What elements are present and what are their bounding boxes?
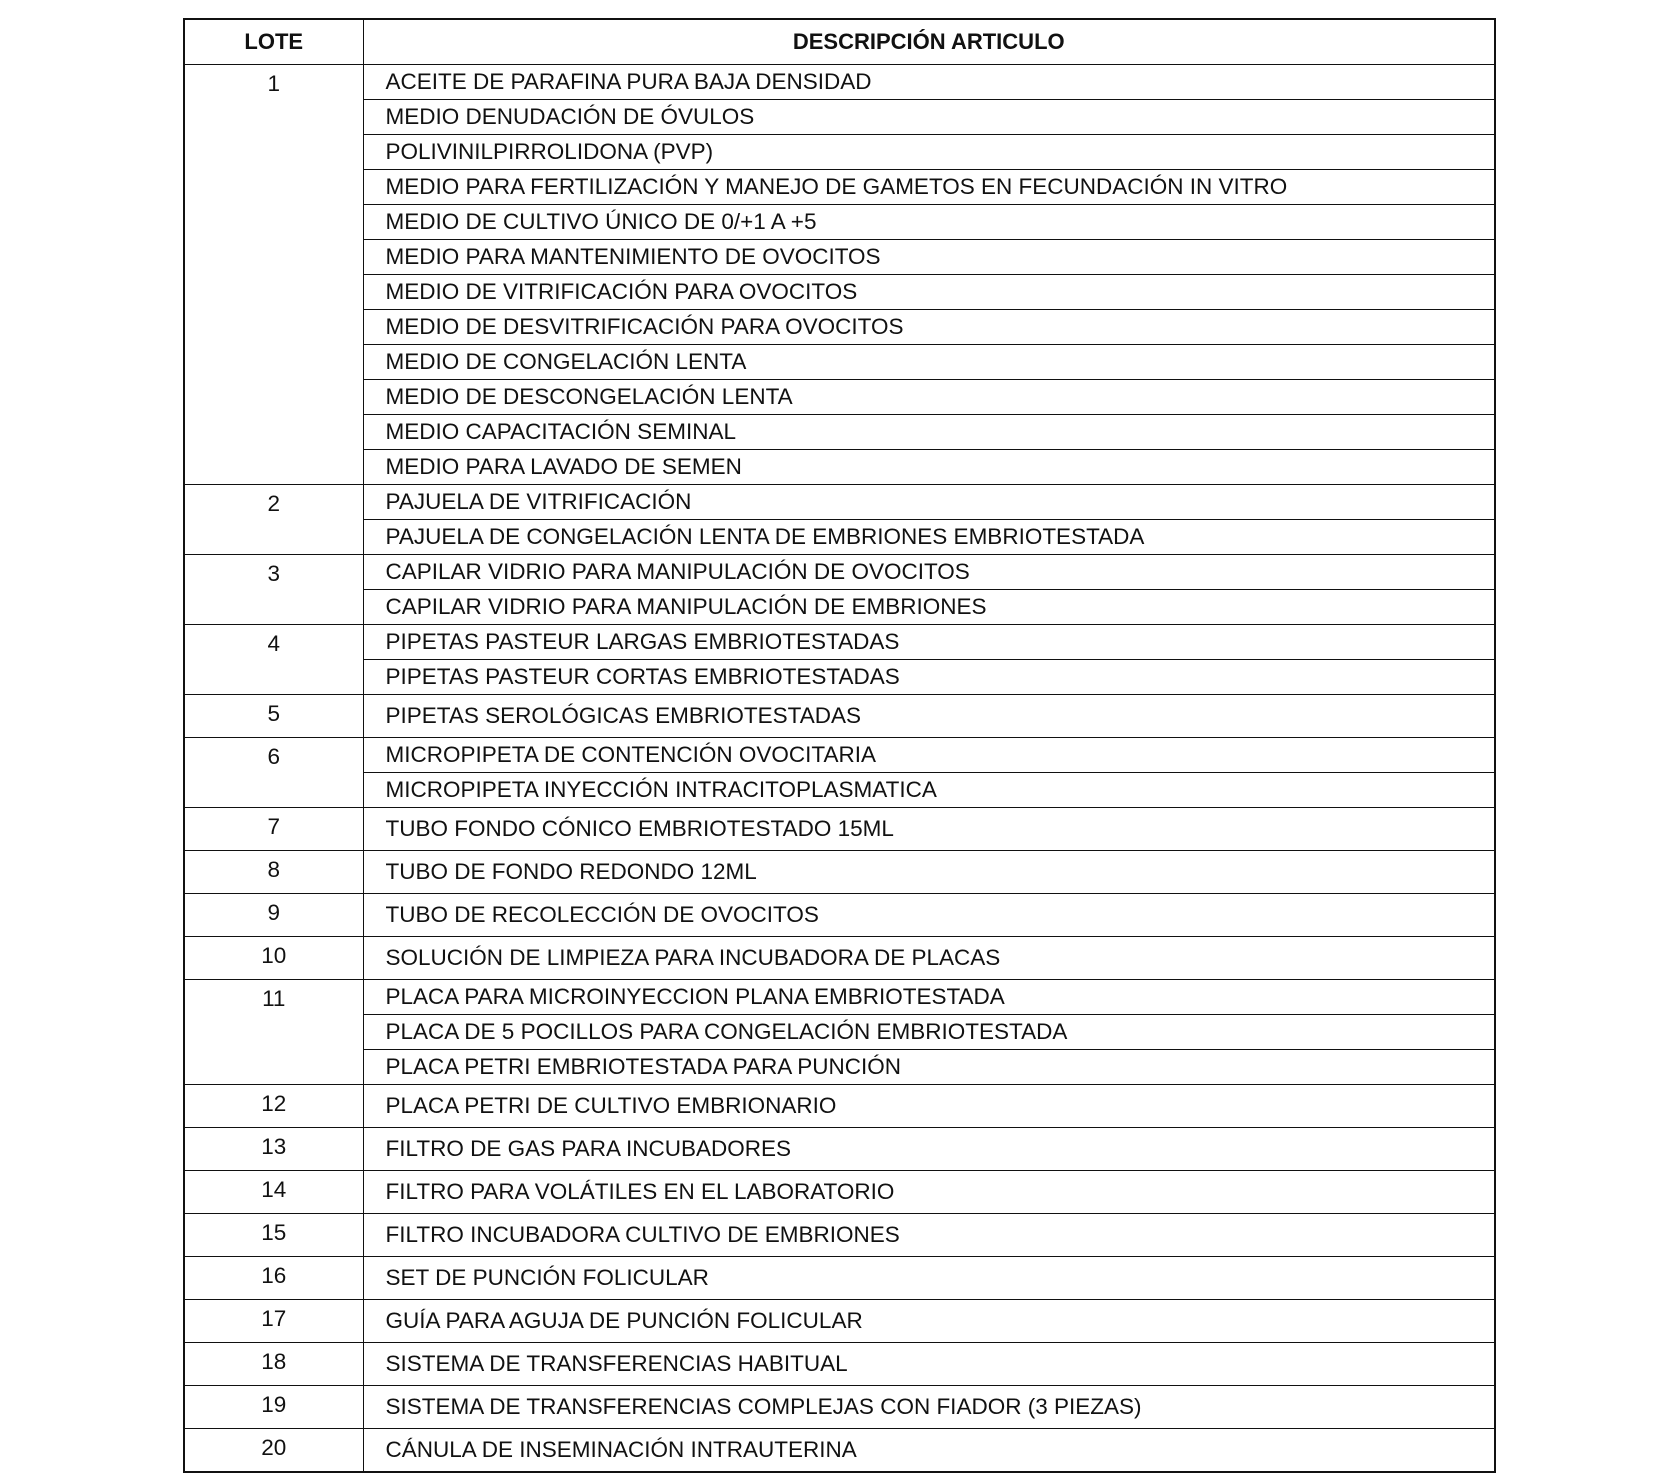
item-description-cell: CAPILAR VIDRIO PARA MANIPULACIÓN DE EMBRIONES (363, 590, 1495, 625)
table-row (184, 1050, 1495, 1085)
item-description-cell: GUÍA PARA AGUJA DE PUNCIÓN FOLICULAR (363, 1300, 1495, 1343)
table-row (184, 1343, 1495, 1386)
lote-number-cell: 5 (184, 695, 363, 738)
lote-number-cell: 6 (184, 738, 363, 808)
table-row (184, 1214, 1495, 1257)
lote-number-cell: 7 (184, 808, 363, 851)
item-description-cell: POLIVINILPIRROLIDONA (PVP) (363, 135, 1495, 170)
descripcion-column-header: DESCRIPCIÓN ARTICULO (363, 19, 1495, 65)
lote-number-cell: 16 (184, 1257, 363, 1300)
table-row (184, 205, 1495, 240)
lote-number-cell: 3 (184, 555, 363, 625)
table-row (184, 1257, 1495, 1300)
item-description-cell: MEDIO CAPACITACIÓN SEMINAL (363, 415, 1495, 450)
table-row (184, 555, 1495, 590)
table-row (184, 695, 1495, 738)
item-description-cell: PLACA DE 5 POCILLOS PARA CONGELACIÓN EMBRIOTESTADA (363, 1015, 1495, 1050)
lote-number-cell: 19 (184, 1386, 363, 1429)
table-row (184, 240, 1495, 275)
item-description-cell: MICROPIPETA DE CONTENCIÓN OVOCITARIA (363, 738, 1495, 773)
item-description-cell: SISTEMA DE TRANSFERENCIAS HABITUAL (363, 1343, 1495, 1386)
table-row (184, 1085, 1495, 1128)
item-description-cell: PLACA PARA MICROINYECCION PLANA EMBRIOTESTADA (363, 980, 1495, 1015)
item-description-cell: MEDIO PARA MANTENIMIENTO DE OVOCITOS (363, 240, 1495, 275)
table-row (184, 590, 1495, 625)
table-row (184, 1300, 1495, 1343)
item-description-cell: FILTRO DE GAS PARA INCUBADORES (363, 1128, 1495, 1171)
item-description-cell: PAJUELA DE VITRIFICACIÓN (363, 485, 1495, 520)
lote-number-cell: 14 (184, 1171, 363, 1214)
lote-number-cell: 11 (184, 980, 363, 1085)
item-description-cell: FILTRO INCUBADORA CULTIVO DE EMBRIONES (363, 1214, 1495, 1257)
table-row (184, 380, 1495, 415)
item-description-cell: MEDIO DE DESCONGELACIÓN LENTA (363, 380, 1495, 415)
table-row (184, 980, 1495, 1015)
item-description-cell: MEDIO DENUDACIÓN DE ÓVULOS (363, 100, 1495, 135)
item-description-cell: ACEITE DE PARAFINA PURA BAJA DENSIDAD (363, 65, 1495, 100)
lote-number-cell: 17 (184, 1300, 363, 1343)
lote-number-cell: 2 (184, 485, 363, 555)
lote-table (183, 18, 1496, 1473)
item-description-cell: TUBO DE RECOLECCIÓN DE OVOCITOS (363, 894, 1495, 937)
table-row (184, 100, 1495, 135)
table-row (184, 894, 1495, 937)
table-row (184, 1128, 1495, 1171)
item-description-cell: MEDIO PARA FERTILIZACIÓN Y MANEJO DE GAMETOS EN FECUNDACIÓN IN VITRO (363, 170, 1495, 205)
table-row (184, 170, 1495, 205)
lote-number-cell: 18 (184, 1343, 363, 1386)
lote-column-header: LOTE (184, 19, 363, 65)
item-description-cell: MEDIO PARA LAVADO DE SEMEN (363, 450, 1495, 485)
table-row (184, 65, 1495, 100)
table-row (184, 1015, 1495, 1050)
item-description-cell: MICROPIPETA INYECCIÓN INTRACITOPLASMATICA (363, 773, 1495, 808)
header-row (184, 19, 1495, 65)
table-row (184, 851, 1495, 894)
item-description-cell: MEDIO DE VITRIFICACIÓN PARA OVOCITOS (363, 275, 1495, 310)
table-row (184, 1171, 1495, 1214)
item-description-cell: PIPETAS SEROLÓGICAS EMBRIOTESTADAS (363, 695, 1495, 738)
table-row (184, 520, 1495, 555)
item-description-cell: SOLUCIÓN DE LIMPIEZA PARA INCUBADORA DE PLACAS (363, 937, 1495, 980)
table-row (184, 275, 1495, 310)
lote-number-cell: 8 (184, 851, 363, 894)
item-description-cell: SISTEMA DE TRANSFERENCIAS COMPLEJAS CON FIADOR (3 PIEZAS) (363, 1386, 1495, 1429)
item-description-cell: FILTRO PARA VOLÁTILES EN EL LABORATORIO (363, 1171, 1495, 1214)
lote-number-cell: 9 (184, 894, 363, 937)
table-row (184, 345, 1495, 380)
item-description-cell: PLACA PETRI EMBRIOTESTADA PARA PUNCIÓN (363, 1050, 1495, 1085)
table-row (184, 937, 1495, 980)
table-row (184, 1429, 1495, 1473)
table-row (184, 450, 1495, 485)
lote-number-cell: 4 (184, 625, 363, 695)
table-row (184, 1386, 1495, 1429)
table-row (184, 660, 1495, 695)
item-description-cell: MEDIO DE CULTIVO ÚNICO DE 0/+1 A +5 (363, 205, 1495, 240)
lote-number-cell: 13 (184, 1128, 363, 1171)
table-row (184, 773, 1495, 808)
lote-number-cell: 12 (184, 1085, 363, 1128)
item-description-cell: SET DE PUNCIÓN FOLICULAR (363, 1257, 1495, 1300)
item-description-cell: TUBO DE FONDO REDONDO 12ML (363, 851, 1495, 894)
table-row (184, 485, 1495, 520)
table-row (184, 738, 1495, 773)
item-description-cell: PLACA PETRI DE CULTIVO EMBRIONARIO (363, 1085, 1495, 1128)
item-description-cell: CAPILAR VIDRIO PARA MANIPULACIÓN DE OVOCITOS (363, 555, 1495, 590)
item-description-cell: TUBO FONDO CÓNICO EMBRIOTESTADO 15ML (363, 808, 1495, 851)
item-description-cell: PIPETAS PASTEUR CORTAS EMBRIOTESTADAS (363, 660, 1495, 695)
lote-number-cell: 10 (184, 937, 363, 980)
table-row (184, 808, 1495, 851)
table-row (184, 135, 1495, 170)
table-body (184, 65, 1495, 1473)
item-description-cell: PIPETAS PASTEUR LARGAS EMBRIOTESTADAS (363, 625, 1495, 660)
item-description-cell: CÁNULA DE INSEMINACIÓN INTRAUTERINA (363, 1429, 1495, 1473)
lote-number-cell: 1 (184, 65, 363, 485)
table-row (184, 415, 1495, 450)
item-description-cell: MEDIO DE CONGELACIÓN LENTA (363, 345, 1495, 380)
table-row (184, 625, 1495, 660)
lote-number-cell: 20 (184, 1429, 363, 1473)
item-description-cell: PAJUELA DE CONGELACIÓN LENTA DE EMBRIONES EMBRIOTESTADA (363, 520, 1495, 555)
item-description-cell: MEDIO DE DESVITRIFICACIÓN PARA OVOCITOS (363, 310, 1495, 345)
table-header (184, 19, 1495, 65)
table-row (184, 310, 1495, 345)
lote-number-cell: 15 (184, 1214, 363, 1257)
